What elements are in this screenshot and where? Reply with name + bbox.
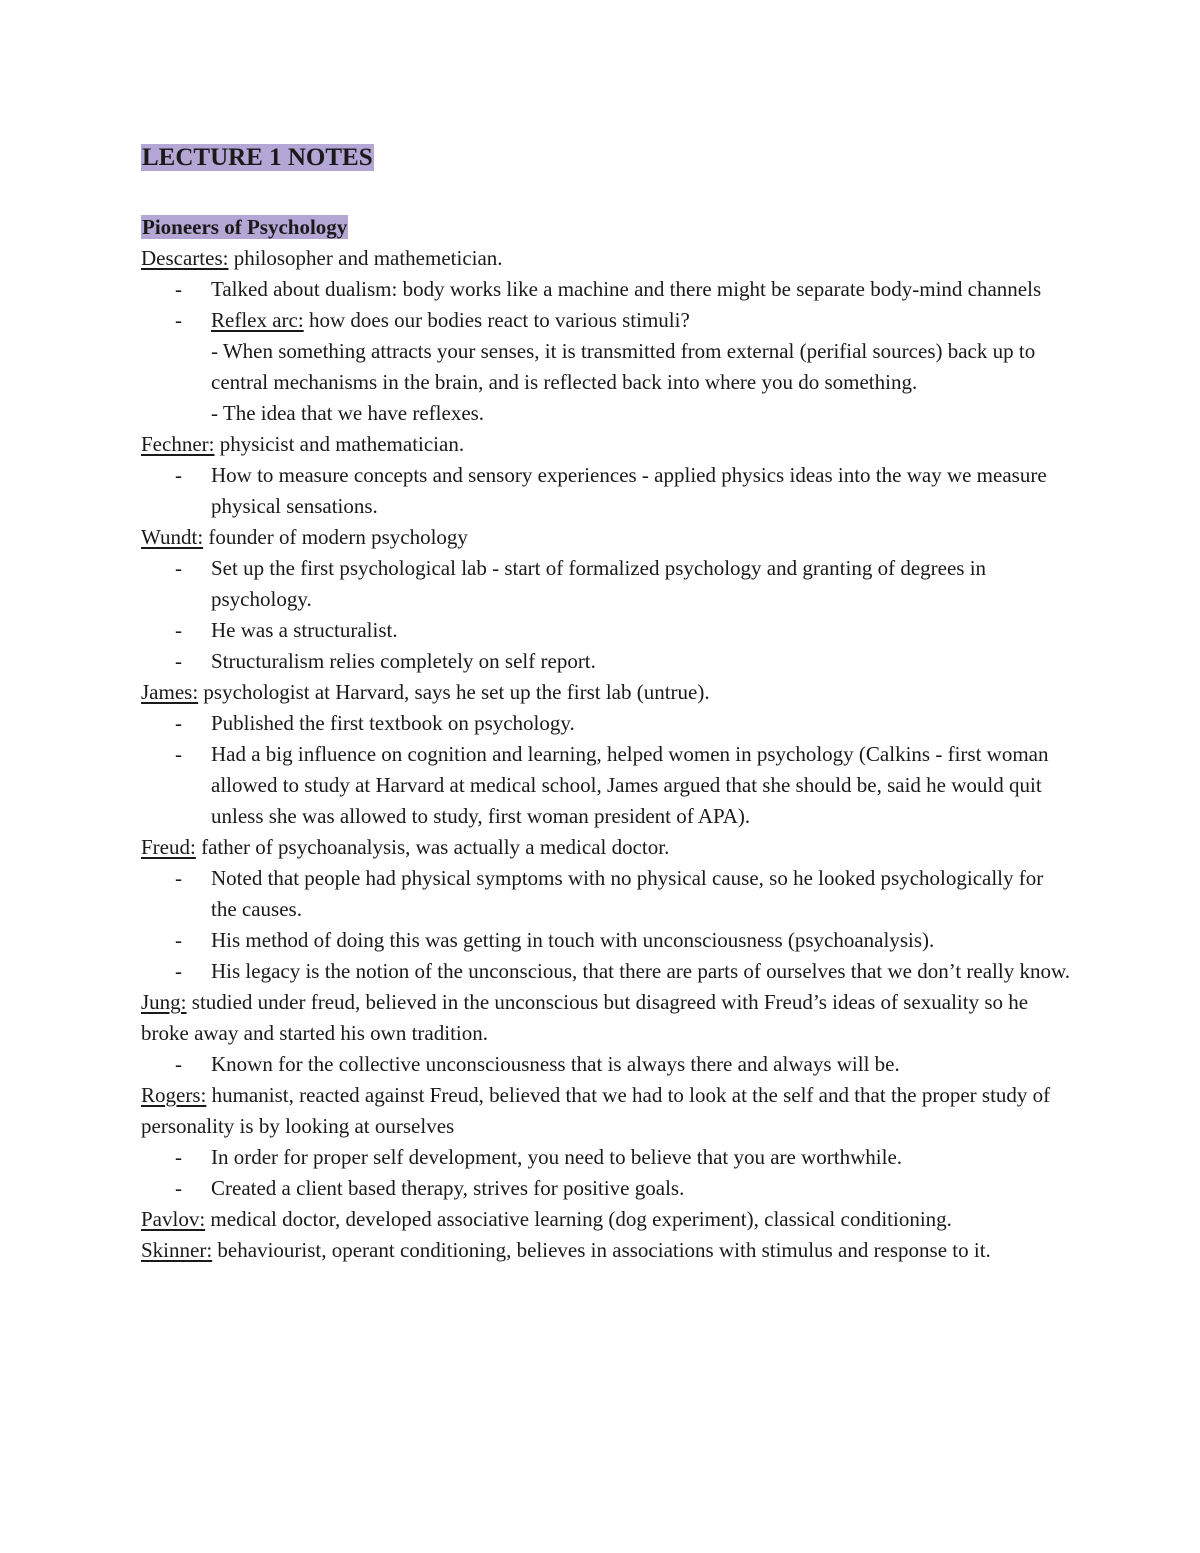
entry-paragraph	[141, 522, 1071, 553]
bullet-text: His legacy is the notion of the unconscious, that there are parts of ourselves that we don’t really know.	[211, 959, 1071, 983]
entry-paragraph	[141, 677, 1071, 708]
bullet-marker: -	[175, 308, 182, 332]
bullet-text: how does our bodies react to various stimuli?	[303, 308, 690, 332]
entry-description: physicist and mathematician.	[214, 432, 465, 456]
bullet-marker: -	[175, 1052, 182, 1076]
bullet-list	[141, 274, 1071, 429]
entry-name: James:	[141, 680, 199, 704]
bullet-marker: -	[175, 556, 182, 580]
bullet-text: Created a client based therapy, strives for positive goals.	[211, 1176, 685, 1200]
entry-name: Pavlov:	[141, 1207, 206, 1231]
bullet-list	[141, 1049, 1071, 1080]
entry-description: studied under freud, believed in the unconscious but disagreed with Freud’s ideas of sexuality so he broke away and started his own tradition.	[141, 990, 1029, 1045]
bullet-marker: -	[175, 1176, 182, 1200]
bullet-list	[141, 708, 1071, 832]
bullet-text: How to measure concepts and sensory experiences - applied physics ideas into the way we measure physical sensations.	[211, 463, 1047, 518]
bullet-text: Published the first textbook on psychology.	[211, 711, 575, 735]
bullet-text: Set up the first psychological lab - start of formalized psychology and granting of degrees in psychology.	[211, 556, 987, 611]
bullet-marker: -	[175, 711, 182, 735]
bullet-item	[141, 1142, 1071, 1173]
document-page	[141, 140, 1071, 1266]
entry-paragraph	[141, 1235, 1071, 1266]
spacer	[141, 176, 1071, 212]
bullet-text: His method of doing this was getting in touch with unconsciousness (psychoanalysis).	[211, 928, 935, 952]
bullet-term: Reflex arc:	[211, 308, 304, 332]
bullet-item	[141, 1173, 1071, 1204]
bullet-item	[141, 925, 1071, 956]
bullet-text: Structuralism relies completely on self report.	[211, 649, 596, 673]
entry-name: Freud:	[141, 835, 196, 859]
bullet-text: Had a big influence on cognition and learning, helped women in psychology (Calkins - first woman allowed to study at Harvard at medical school, James argued that she should be, said he would quit unless she was allowed to study, first woman president of APA).	[211, 742, 1049, 828]
entry-name: Jung:	[141, 990, 187, 1014]
bullet-item	[141, 708, 1071, 739]
bullet-marker: -	[175, 618, 182, 642]
section-heading	[141, 212, 1071, 243]
entry-name: Rogers:	[141, 1083, 207, 1107]
entry-paragraph	[141, 1204, 1071, 1235]
bullet-marker: -	[175, 1145, 182, 1169]
bullet-item	[141, 1049, 1071, 1080]
bullet-item	[141, 553, 1071, 615]
bullet-marker: -	[175, 866, 182, 890]
bullet-marker: -	[175, 277, 182, 301]
bullet-marker: -	[175, 463, 182, 487]
bullet-item	[141, 305, 1071, 429]
entry-name: Fechner:	[141, 432, 215, 456]
bullet-subline: - The idea that we have reflexes.	[211, 401, 485, 425]
title-highlight: LECTURE 1 NOTES	[142, 144, 373, 171]
bullet-marker: -	[175, 928, 182, 952]
bullet-text: In order for proper self development, you need to believe that you are worthwhile.	[211, 1145, 903, 1169]
bullet-marker: -	[175, 742, 182, 766]
entry-description: behaviourist, operant conditioning, believes in associations with stimulus and response to it.	[212, 1238, 991, 1262]
entry-paragraph	[141, 243, 1071, 274]
bullet-text: Noted that people had physical symptoms with no physical cause, so he looked psychologically for the causes.	[211, 866, 1044, 921]
section-heading-highlight: Pioneers of Psychology	[142, 215, 348, 239]
bullet-marker: -	[175, 959, 182, 983]
entry-paragraph	[141, 1080, 1071, 1142]
document-title	[141, 140, 1071, 176]
bullet-text: Known for the collective unconsciousness that is always there and always will be.	[211, 1052, 900, 1076]
bullet-text: Talked about dualism: body works like a machine and there might be separate body-mind channels	[211, 277, 1042, 301]
bullet-item	[141, 460, 1071, 522]
bullet-list	[141, 553, 1071, 677]
bullet-list	[141, 460, 1071, 522]
entry-description: father of psychoanalysis, was actually a medical doctor.	[195, 835, 670, 859]
entry-description: founder of modern psychology	[203, 525, 468, 549]
bullet-list	[141, 863, 1071, 987]
entry-description: medical doctor, developed associative learning (dog experiment), classical conditioning.	[205, 1207, 952, 1231]
entry-description: psychologist at Harvard, says he set up the first lab (untrue).	[198, 680, 710, 704]
bullet-subline: - When something attracts your senses, it is transmitted from external (perifial sources) back up to central mechanisms in the brain, and is reflected back into where you do something.	[211, 339, 1036, 394]
entry-name: Wundt:	[141, 525, 204, 549]
entry-description: humanist, reacted against Freud, believed that we had to look at the self and that the proper study of personality is by looking at ourselves	[141, 1083, 1051, 1138]
bullet-item	[141, 615, 1071, 646]
entry-paragraph	[141, 832, 1071, 863]
entry-description: philosopher and mathemetician.	[228, 246, 503, 270]
entries-list	[141, 243, 1071, 1266]
entry-paragraph	[141, 987, 1071, 1049]
entry-paragraph	[141, 429, 1071, 460]
entry-name: Descartes:	[141, 246, 229, 270]
bullet-text: He was a structuralist.	[211, 618, 398, 642]
bullet-item	[141, 956, 1071, 987]
bullet-item	[141, 274, 1071, 305]
bullet-list	[141, 1142, 1071, 1204]
entry-name: Skinner:	[141, 1238, 213, 1262]
bullet-item	[141, 863, 1071, 925]
bullet-item	[141, 646, 1071, 677]
bullet-item	[141, 739, 1071, 832]
bullet-marker: -	[175, 649, 182, 673]
